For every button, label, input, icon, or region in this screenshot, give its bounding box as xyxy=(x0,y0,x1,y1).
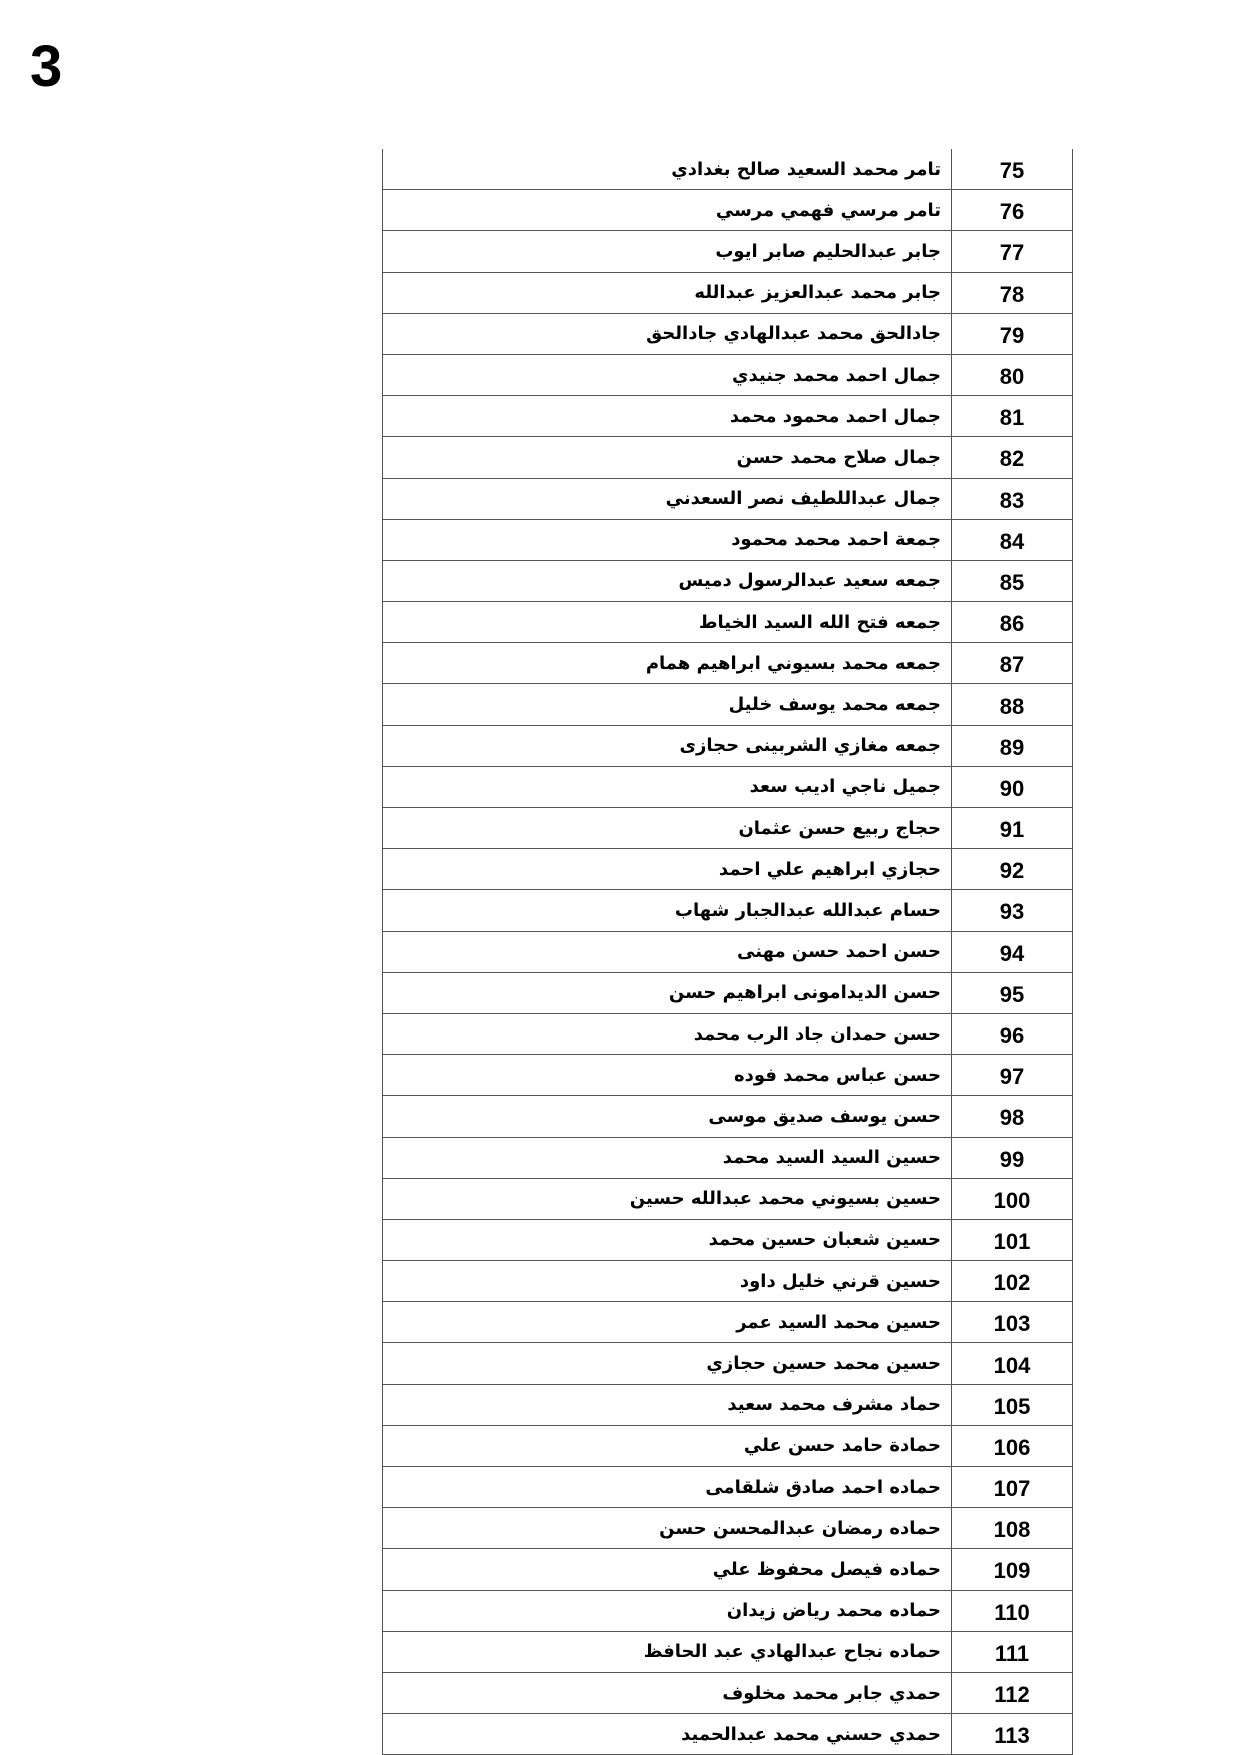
table-row xyxy=(383,1425,1073,1466)
name-cell xyxy=(383,1137,952,1178)
name-cell xyxy=(383,1013,952,1054)
name-cell xyxy=(383,890,952,931)
serial-number: 89 xyxy=(999,734,1025,760)
person-name: حماد مشرف محمد سعيد xyxy=(727,1394,941,1416)
table-row xyxy=(383,478,1073,519)
person-name: جادالحق محمد عبدالهادي جادالحق xyxy=(646,323,941,345)
table-row xyxy=(383,1508,1073,1549)
serial-number-cell xyxy=(952,231,1073,272)
serial-number-cell xyxy=(952,519,1073,560)
table-row xyxy=(383,1549,1073,1590)
serial-number-cell xyxy=(952,931,1073,972)
serial-number-cell xyxy=(952,1178,1073,1219)
table-row xyxy=(383,149,1073,190)
name-cell xyxy=(383,519,952,560)
person-name: جمعه محمد بسيوني ابراهيم همام xyxy=(645,652,941,674)
serial-number: 82 xyxy=(999,446,1025,472)
name-cell xyxy=(383,725,952,766)
serial-number-cell xyxy=(952,396,1073,437)
name-cell xyxy=(383,437,952,478)
serial-number-cell xyxy=(952,849,1073,890)
name-cell xyxy=(383,1343,952,1384)
serial-number-cell xyxy=(952,808,1073,849)
person-name: حسام عبدالله عبدالجبار شهاب xyxy=(674,899,941,921)
table-row xyxy=(383,1467,1073,1508)
person-name: حسن الديدامونى ابراهيم حسن xyxy=(668,982,941,1004)
serial-number-cell xyxy=(952,1096,1073,1137)
name-cell xyxy=(383,1508,952,1549)
serial-number-cell xyxy=(952,437,1073,478)
table-row xyxy=(383,931,1073,972)
person-name: حماده فيصل محفوظ علي xyxy=(712,1558,941,1580)
serial-number-cell xyxy=(952,1013,1073,1054)
table-row xyxy=(383,1219,1073,1260)
table-row xyxy=(383,1302,1073,1343)
serial-number: 99 xyxy=(999,1146,1025,1172)
serial-number-cell xyxy=(952,354,1073,395)
table-row xyxy=(383,1013,1073,1054)
serial-number-cell xyxy=(952,1549,1073,1590)
table-row xyxy=(383,1631,1073,1672)
name-cell xyxy=(383,849,952,890)
serial-number: 87 xyxy=(999,652,1025,678)
serial-number: 108 xyxy=(993,1517,1031,1543)
serial-number-cell xyxy=(952,725,1073,766)
serial-number: 98 xyxy=(999,1105,1025,1131)
person-name: حسن احمد حسن مهنى xyxy=(737,941,941,963)
table-row xyxy=(383,808,1073,849)
table-row xyxy=(383,1384,1073,1425)
serial-number-cell xyxy=(952,1631,1073,1672)
serial-number-cell xyxy=(952,1672,1073,1713)
name-cell xyxy=(383,1714,952,1755)
serial-number: 106 xyxy=(993,1434,1031,1460)
name-cell xyxy=(383,766,952,807)
person-name: جميل ناجي اديب سعد xyxy=(749,776,941,798)
serial-number: 94 xyxy=(999,940,1025,966)
serial-number-cell xyxy=(952,643,1073,684)
name-cell xyxy=(383,190,952,231)
name-cell xyxy=(383,1178,952,1219)
serial-number-cell xyxy=(952,1467,1073,1508)
name-cell xyxy=(383,272,952,313)
person-name: حماده احمد صادق شلقامى xyxy=(705,1476,941,1498)
table-row xyxy=(383,602,1073,643)
serial-number: 107 xyxy=(993,1476,1031,1502)
table-row xyxy=(383,766,1073,807)
serial-number: 111 xyxy=(994,1640,1030,1666)
person-name: جمال احمد محمد جنيدي xyxy=(732,364,941,386)
table-row xyxy=(383,1261,1073,1302)
name-cell xyxy=(383,1261,952,1302)
serial-number: 97 xyxy=(999,1064,1025,1090)
serial-number: 90 xyxy=(999,775,1025,801)
serial-number: 88 xyxy=(999,693,1025,719)
table-row xyxy=(383,1096,1073,1137)
serial-number: 113 xyxy=(994,1723,1030,1749)
serial-number: 76 xyxy=(999,199,1025,225)
serial-number: 79 xyxy=(999,322,1025,348)
name-cell xyxy=(383,972,952,1013)
name-cell xyxy=(383,396,952,437)
table-row xyxy=(383,1343,1073,1384)
serial-number-cell xyxy=(952,1425,1073,1466)
person-name: حسين بسيوني محمد عبدالله حسين xyxy=(629,1188,941,1210)
table-row xyxy=(383,1672,1073,1713)
person-name: جمال صلاح محمد حسن xyxy=(736,446,941,468)
table-row xyxy=(383,1137,1073,1178)
serial-number-cell xyxy=(952,1137,1073,1178)
person-name: حسن عباس محمد فوده xyxy=(733,1064,941,1086)
serial-number: 105 xyxy=(993,1393,1031,1419)
table-row xyxy=(383,519,1073,560)
person-name: حسين السيد السيد محمد xyxy=(722,1147,941,1169)
name-cell xyxy=(383,231,952,272)
table-row xyxy=(383,1590,1073,1631)
table-row xyxy=(383,190,1073,231)
person-name: حمادة حامد حسن علي xyxy=(743,1435,941,1457)
table-row xyxy=(383,396,1073,437)
person-name: حماده محمد رياض زيدان xyxy=(726,1600,941,1622)
person-name: جمعه مغازي الشربينى حجازى xyxy=(679,735,941,757)
person-name: تامر محمد السعيد صالح بغدادي xyxy=(671,158,941,180)
name-cell xyxy=(383,931,952,972)
person-name: حجازي ابراهيم علي احمد xyxy=(718,858,941,880)
name-cell xyxy=(383,149,952,190)
person-name: حسين محمد السيد عمر xyxy=(736,1311,941,1333)
serial-number-cell xyxy=(952,272,1073,313)
table-body xyxy=(383,149,1073,1755)
serial-number: 91 xyxy=(999,817,1025,843)
table-row xyxy=(383,1055,1073,1096)
name-cell xyxy=(383,1425,952,1466)
name-cell xyxy=(383,478,952,519)
name-cell xyxy=(383,1590,952,1631)
serial-number: 92 xyxy=(999,858,1025,884)
person-name: حمدي حسني محمد عبدالحميد xyxy=(681,1723,941,1745)
person-name: جمعة احمد محمد محمود xyxy=(731,529,941,551)
person-name: حسن حمدان جاد الرب محمد xyxy=(693,1023,941,1045)
table-row xyxy=(383,1178,1073,1219)
name-cell xyxy=(383,1055,952,1096)
table-row xyxy=(383,560,1073,601)
table-row xyxy=(383,643,1073,684)
table-row xyxy=(383,849,1073,890)
serial-number: 104 xyxy=(993,1352,1031,1378)
serial-number-cell xyxy=(952,602,1073,643)
person-name: جمال احمد محمود محمد xyxy=(729,405,941,427)
serial-number-cell xyxy=(952,766,1073,807)
serial-number: 80 xyxy=(999,364,1025,390)
serial-number: 83 xyxy=(999,487,1025,513)
name-cell xyxy=(383,1384,952,1425)
person-name: تامر مرسي فهمي مرسي xyxy=(715,199,941,221)
table-row xyxy=(383,354,1073,395)
serial-number-cell xyxy=(952,1302,1073,1343)
name-cell xyxy=(383,354,952,395)
person-name: حسين قرني خليل داود xyxy=(739,1270,941,1292)
serial-number: 103 xyxy=(993,1311,1031,1337)
serial-number: 110 xyxy=(994,1599,1030,1625)
serial-number: 86 xyxy=(999,611,1025,637)
serial-number-cell xyxy=(952,1343,1073,1384)
person-name: حماده رمضان عبدالمحسن حسن xyxy=(659,1517,941,1539)
table-row xyxy=(383,1714,1073,1755)
serial-number-cell xyxy=(952,560,1073,601)
serial-number-cell xyxy=(952,190,1073,231)
serial-number-cell xyxy=(952,149,1073,190)
person-name: جمعه سعيد عبدالرسول دميس xyxy=(678,570,941,592)
table-row xyxy=(383,272,1073,313)
person-name: حماده نجاح عبدالهادي عبد الحافظ xyxy=(643,1641,941,1663)
table-row xyxy=(383,684,1073,725)
person-name: حسن يوسف صديق موسى xyxy=(708,1105,941,1127)
name-cell xyxy=(383,684,952,725)
table-row xyxy=(383,725,1073,766)
person-name: حسين شعبان حسين محمد xyxy=(708,1229,941,1251)
name-cell xyxy=(383,643,952,684)
name-cell xyxy=(383,1672,952,1713)
table-row xyxy=(383,890,1073,931)
serial-number-cell xyxy=(952,1590,1073,1631)
serial-number: 100 xyxy=(993,1187,1031,1213)
names-table xyxy=(382,149,1073,1755)
serial-number: 85 xyxy=(999,569,1025,595)
serial-number: 81 xyxy=(999,405,1025,431)
serial-number-cell xyxy=(952,313,1073,354)
table-row xyxy=(383,231,1073,272)
serial-number: 75 xyxy=(999,158,1025,184)
serial-number: 93 xyxy=(999,899,1025,925)
person-name: جابر عبدالحليم صابر ايوب xyxy=(715,240,941,262)
person-name: جابر محمد عبدالعزيز عبدالله xyxy=(694,282,941,304)
name-cell xyxy=(383,1219,952,1260)
name-cell xyxy=(383,560,952,601)
name-cell xyxy=(383,1302,952,1343)
person-name: حسين محمد حسين حجازي xyxy=(706,1353,941,1375)
serial-number: 95 xyxy=(999,981,1025,1007)
serial-number-cell xyxy=(952,478,1073,519)
name-cell xyxy=(383,1631,952,1672)
serial-number: 109 xyxy=(993,1558,1031,1584)
serial-number: 84 xyxy=(999,528,1025,554)
name-cell xyxy=(383,1096,952,1137)
name-cell xyxy=(383,808,952,849)
name-cell xyxy=(383,1549,952,1590)
serial-number: 101 xyxy=(993,1228,1031,1254)
serial-number: 96 xyxy=(999,1023,1025,1049)
serial-number-cell xyxy=(952,1714,1073,1755)
serial-number-cell xyxy=(952,684,1073,725)
serial-number: 112 xyxy=(994,1682,1030,1708)
table-row xyxy=(383,972,1073,1013)
person-name: جمعه فتح الله السيد الخياط xyxy=(698,611,941,633)
serial-number-cell xyxy=(952,1055,1073,1096)
serial-number-cell xyxy=(952,890,1073,931)
name-cell xyxy=(383,1467,952,1508)
table-row xyxy=(383,313,1073,354)
person-name: جمال عبداللطيف نصر السعدني xyxy=(665,488,941,510)
serial-number: 78 xyxy=(999,281,1025,307)
person-name: جمعه محمد يوسف خليل xyxy=(728,694,941,716)
person-name: حجاج ربيع حسن عثمان xyxy=(738,817,941,839)
name-cell xyxy=(383,602,952,643)
serial-number: 77 xyxy=(999,240,1025,266)
page-number: 3 xyxy=(30,34,63,99)
table-row xyxy=(383,437,1073,478)
serial-number-cell xyxy=(952,1384,1073,1425)
serial-number-cell xyxy=(952,1261,1073,1302)
person-name: حمدي جابر محمد مخلوف xyxy=(722,1682,941,1704)
serial-number-cell xyxy=(952,1508,1073,1549)
serial-number-cell xyxy=(952,972,1073,1013)
name-cell xyxy=(383,313,952,354)
serial-number: 102 xyxy=(993,1270,1031,1296)
serial-number-cell xyxy=(952,1219,1073,1260)
